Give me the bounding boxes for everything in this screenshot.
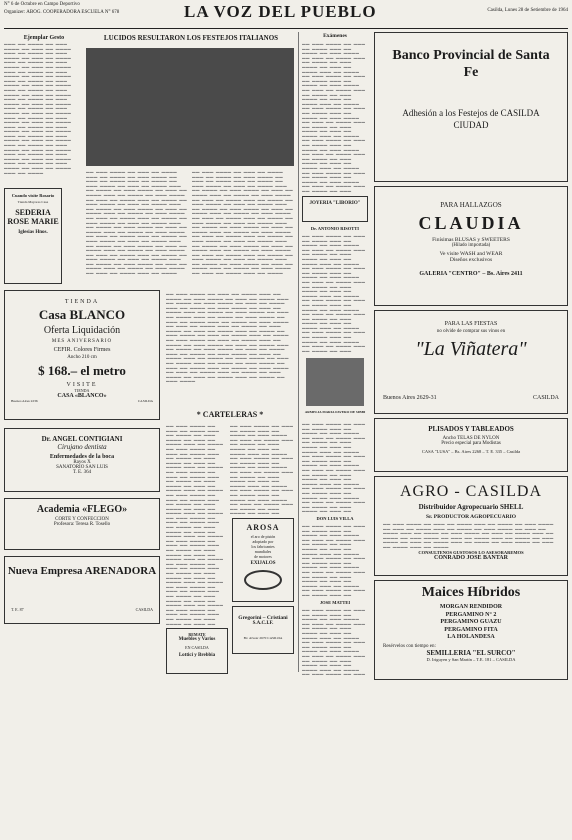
banco-provincial-ad: [374, 32, 568, 182]
remate-l4: Lottici y Brebbia: [178, 653, 216, 658]
ad-width: Ancho 210 cm: [67, 355, 97, 360]
ad-tienda: TIENDA: [74, 388, 90, 393]
arosa-l6: EXIJALOS: [250, 561, 276, 566]
agro-casilda-ad: [374, 476, 568, 576]
maices-item: PERGAMINO N° 2: [445, 611, 497, 618]
arosa-l5: de motores: [254, 554, 272, 559]
arosa-l1: el aro de pistón: [250, 534, 276, 539]
ad-address: [5, 399, 159, 403]
academia-ad: [4, 498, 160, 550]
vinatera-sub: no olvide de comprar sus vinos en: [436, 329, 506, 334]
remate-l2: Muebles y Varios: [178, 637, 216, 642]
maices-semilleria: SEMILLERIA "EL SURCO": [426, 648, 516, 657]
dentist-tel: T. E. 364: [72, 470, 92, 475]
ad-visite: VISITE: [66, 382, 98, 388]
ad-items: CEFIR. Colores Firmes: [53, 347, 111, 353]
obituary-2-title: DON LUIS VILLA: [316, 516, 354, 521]
maices-item: LA HOLANDESA: [447, 634, 495, 640]
gregorini-addr: Bv. Alvear 2670: [243, 636, 267, 640]
arenadora-tel: T. E. 87: [11, 607, 24, 612]
article-title: Ejemplar Gesto: [23, 35, 65, 41]
maices-reserve: Resérvelos con tiempo en:: [383, 643, 436, 649]
article-body: ▬▬▬ ▬▬ ▬▬▬▬ ▬▬ ▬▬▬ ▬▬▬▬ ▬▬ ▬▬▬ ▬▬ ▬▬▬▬ ▬▬▬ ▬▬ ▬▬▬▬ ▬▬ ▬▬▬ ▬▬▬▬ ▬▬ ▬▬▬ ▬▬ ▬▬▬▬ ▬▬▬ ▬▬ ▬▬▬▬ ▬▬ ▬▬▬ ▬▬▬▬ ▬▬ ▬▬▬ ▬▬ ▬▬▬▬ ▬▬▬ ▬▬ ▬▬▬▬ ▬▬ ▬▬▬ ▬▬▬▬ ▬▬ ▬▬▬ ▬▬ ▬▬▬▬ ▬▬▬ ▬▬ ▬▬▬▬ ▬▬ ▬▬▬ ▬▬▬▬ ▬▬ ▬▬▬ ▬▬ ▬▬▬▬ ▬▬▬ ▬▬ ▬▬▬▬ ▬▬ ▬▬▬ ▬▬▬▬ ▬▬ ▬▬▬ ▬▬ ▬▬▬▬ ▬▬▬ ▬▬ ▬▬▬▬ ▬▬ ▬▬▬ ▬▬▬▬ ▬▬ ▬▬▬ ▬▬ ▬▬▬▬ ▬▬▬ ▬▬ ▬▬▬▬ ▬▬ ▬▬▬ ▬▬▬▬ ▬▬ ▬▬▬ ▬▬ ▬▬▬▬ ▬▬▬ ▬▬ ▬▬▬▬ ▬▬ ▬▬▬ ▬▬▬▬ ▬▬ ▬▬▬ ▬▬ ▬▬▬▬ ▬▬▬ ▬▬ ▬▬▬▬ ▬▬ ▬▬▬ ▬▬▬▬ ▬▬ ▬▬▬ ▬▬ ▬▬▬▬ ▬▬▬ ▬▬ ▬▬▬▬ ▬▬ ▬▬▬ ▬▬▬▬ ▬▬ ▬▬▬ ▬▬ ▬▬▬▬ ▬▬▬ ▬▬ ▬▬▬▬ ▬▬ ▬▬▬ ▬▬▬▬ ▬▬ ▬▬▬ ▬▬ ▬▬▬▬ ▬▬▬ ▬▬ ▬▬▬▬ ▬▬ ▬▬▬ ▬▬▬▬ ▬▬ ▬▬▬ ▬▬ ▬▬▬▬ ▬▬▬ ▬▬ ▬▬▬▬ ▬▬ ▬▬▬ ▬▬▬▬ ▬▬ ▬▬▬ ▬▬ ▬▬▬▬ ▬▬▬ ▬▬ ▬▬▬▬: [4, 42, 72, 175]
ad-brand: Casa BLANCO: [38, 307, 126, 322]
gregorini-address: [233, 636, 293, 640]
arosa-l2: adoptado por: [252, 539, 274, 544]
piston-ring-icon: [244, 570, 282, 590]
maices-list: [375, 604, 567, 642]
academia-name: Academia «FLEGO»: [36, 504, 128, 515]
ad-brand: SEDERIA ROSE MARIE: [7, 208, 59, 226]
joyeria-name: JOYERIA "LIBORIO": [309, 201, 361, 206]
header-date-right: Casilda, Lunes 28 de Setiembre de 1964: [487, 8, 568, 13]
portrait-caption: ARMELIA MARIA FAVERO DE SIBBI: [304, 410, 366, 414]
arosa-l3: los fabricantes: [251, 544, 275, 549]
header-rule: [4, 28, 568, 29]
plisados-name: PLISADOS Y TABLEADOS: [428, 425, 514, 433]
examenes-title: Exámenes: [323, 33, 347, 39]
ad-subline: Tienda Mayores Casa: [17, 200, 49, 204]
dentist-ad: [4, 428, 160, 492]
agro-consult: CONSULTENOS GUSTOSOS LO ASESORAREMOS: [418, 550, 524, 555]
maices-ad: [374, 580, 568, 680]
main-article-left: ▬▬ ▬▬▬ ▬▬▬▬ ▬▬ ▬▬▬ ▬▬ ▬▬▬▬ ▬▬▬ ▬▬ ▬▬▬▬ ▬▬ ▬▬▬ ▬▬▬▬ ▬▬ ▬▬▬ ▬▬ ▬▬▬▬ ▬▬▬ ▬▬ ▬▬▬▬ ▬▬ ▬▬▬ ▬▬▬▬ ▬▬ ▬▬▬ ▬▬ ▬▬▬▬ ▬▬▬ ▬▬ ▬▬▬▬ ▬▬ ▬▬▬ ▬▬▬▬ ▬▬ ▬▬▬ ▬▬ ▬▬▬▬ ▬▬▬ ▬▬ ▬▬▬▬ ▬▬ ▬▬▬ ▬▬▬▬ ▬▬ ▬▬▬ ▬▬ ▬▬▬▬ ▬▬▬ ▬▬ ▬▬▬▬ ▬▬ ▬▬▬ ▬▬▬▬ ▬▬ ▬▬▬ ▬▬ ▬▬▬▬ ▬▬▬ ▬▬ ▬▬▬▬ ▬▬ ▬▬▬ ▬▬▬▬ ▬▬ ▬▬▬ ▬▬ ▬▬▬▬ ▬▬▬ ▬▬ ▬▬▬▬ ▬▬ ▬▬▬ ▬▬▬▬ ▬▬ ▬▬▬ ▬▬ ▬▬▬▬ ▬▬▬ ▬▬ ▬▬▬▬ ▬▬ ▬▬▬ ▬▬▬▬ ▬▬ ▬▬▬ ▬▬ ▬▬▬▬ ▬▬▬ ▬▬ ▬▬▬▬ ▬▬ ▬▬▬ ▬▬▬▬ ▬▬ ▬▬▬ ▬▬ ▬▬▬▬ ▬▬▬ ▬▬ ▬▬▬▬ ▬▬ ▬▬▬ ▬▬▬▬ ▬▬ ▬▬▬ ▬▬ ▬▬▬▬ ▬▬▬ ▬▬ ▬▬▬▬ ▬▬ ▬▬▬ ▬▬▬▬ ▬▬ ▬▬▬ ▬▬ ▬▬▬▬ ▬▬▬ ▬▬ ▬▬▬▬ ▬▬ ▬▬▬ ▬▬▬▬ ▬▬ ▬▬▬ ▬▬ ▬▬▬▬ ▬▬▬ ▬▬ ▬▬▬▬ ▬▬ ▬▬▬ ▬▬▬▬ ▬▬ ▬▬▬ ▬▬ ▬▬▬▬ ▬▬▬ ▬▬ ▬▬▬▬ ▬▬ ▬▬▬ ▬▬▬▬ ▬▬ ▬▬▬ ▬▬ ▬▬▬▬ ▬▬▬ ▬▬ ▬▬▬▬ ▬▬ ▬▬▬ ▬▬▬▬ ▬▬ ▬▬▬ ▬▬ ▬▬▬▬ ▬▬▬ ▬▬ ▬▬▬▬ ▬▬ ▬▬▬ ▬▬▬▬ ▬▬ ▬▬▬ ▬▬ ▬▬▬▬ ▬▬▬ ▬▬ ▬▬▬▬: [86, 170, 188, 276]
claudia-ad: [374, 186, 568, 306]
plisados-ad: [374, 418, 568, 472]
plisados-l1: Ancho TELAS DE NYLON: [442, 436, 500, 441]
carteleras-heading: * CARTELERAS *: [196, 410, 264, 419]
dentist-name: Dr. ANGEL CONTIGIANI: [41, 435, 123, 443]
tienda-blanco-ad: [4, 290, 160, 420]
maices-name: Maices Híbridos: [421, 585, 521, 600]
maices-item: PERGAMINO GUAZU: [440, 619, 502, 625]
ad-casa: CASA «BLANCO»: [57, 393, 107, 399]
obituary-2: ▬▬ ▬▬▬ ▬▬▬▬ ▬▬ ▬▬▬ ▬▬ ▬▬▬▬ ▬▬▬ ▬▬ ▬▬▬▬ ▬▬ ▬▬▬ ▬▬▬▬ ▬▬ ▬▬▬ ▬▬ ▬▬▬▬ ▬▬▬ ▬▬ ▬▬▬▬ ▬▬ ▬▬▬ ▬▬▬▬ ▬▬ ▬▬▬ ▬▬ ▬▬▬▬ ▬▬▬ ▬▬ ▬▬▬▬ ▬▬ ▬▬▬ ▬▬▬▬ ▬▬ ▬▬▬ ▬▬ ▬▬▬▬ ▬▬▬ ▬▬ ▬▬▬▬ ▬▬ ▬▬▬ ▬▬▬▬ ▬▬ ▬▬▬ ▬▬ ▬▬▬▬ ▬▬▬ ▬▬ ▬▬▬▬ ▬▬ ▬▬▬ ▬▬▬▬ ▬▬ ▬▬▬ ▬▬ ▬▬▬▬ ▬▬▬ ▬▬ ▬▬▬▬ ▬▬ ▬▬▬ ▬▬▬▬ ▬▬ ▬▬▬ ▬▬ ▬▬▬▬ ▬▬▬ ▬▬: [302, 524, 366, 596]
portrait-photo: [306, 358, 364, 406]
claudia-l3: Ve visite WASH and WEAR: [439, 251, 503, 257]
dentist-spec: Cirujano dentista: [57, 443, 107, 451]
agro-contact: CONRADO JOSE BANTAR: [434, 555, 508, 561]
ad-top: TIENDA: [64, 299, 100, 305]
arenadora-city: CASILDA: [135, 607, 153, 612]
plisados-l3: CASA "LUSA" – Bs. Aires 2268 – T. E. 335 – Casilda: [421, 449, 521, 454]
main-headline: LUCIDOS RESULTARON LOS FESTEJOS ITALIANOS: [103, 34, 279, 42]
maices-item: PERGAMINO FITA: [444, 626, 498, 633]
academia-sub: CORTE Y CONFECCION: [55, 517, 109, 522]
doctor-body: ▬▬ ▬▬▬ ▬▬▬▬ ▬▬ ▬▬▬ ▬▬ ▬▬▬▬ ▬▬▬ ▬▬ ▬▬▬▬ ▬▬ ▬▬▬ ▬▬▬▬ ▬▬ ▬▬▬ ▬▬ ▬▬▬▬ ▬▬▬ ▬▬ ▬▬▬▬ ▬▬ ▬▬▬ ▬▬▬▬ ▬▬ ▬▬▬ ▬▬ ▬▬▬▬ ▬▬▬ ▬▬ ▬▬▬▬ ▬▬ ▬▬▬ ▬▬▬▬ ▬▬ ▬▬▬ ▬▬ ▬▬▬▬ ▬▬▬ ▬▬ ▬▬▬▬ ▬▬ ▬▬▬ ▬▬▬▬ ▬▬ ▬▬▬ ▬▬ ▬▬▬▬ ▬▬▬ ▬▬ ▬▬▬▬ ▬▬ ▬▬▬ ▬▬▬▬ ▬▬ ▬▬▬ ▬▬ ▬▬▬▬ ▬▬▬ ▬▬ ▬▬▬▬ ▬▬ ▬▬▬ ▬▬▬▬ ▬▬ ▬▬▬ ▬▬ ▬▬▬▬ ▬▬▬ ▬▬ ▬▬▬▬ ▬▬ ▬▬▬ ▬▬▬▬ ▬▬ ▬▬▬ ▬▬ ▬▬▬▬ ▬▬▬ ▬▬ ▬▬▬▬ ▬▬ ▬▬▬ ▬▬▬▬ ▬▬ ▬▬▬ ▬▬ ▬▬▬▬ ▬▬▬ ▬▬ ▬▬▬▬ ▬▬ ▬▬▬ ▬▬▬▬ ▬▬ ▬▬▬ ▬▬ ▬▬▬▬ ▬▬▬ ▬▬ ▬▬▬▬ ▬▬ ▬▬▬ ▬▬▬▬ ▬▬ ▬▬▬ ▬▬ ▬▬▬▬ ▬▬▬ ▬▬ ▬▬▬▬ ▬▬ ▬▬▬: [302, 234, 366, 353]
ad-offer: Oferta Liquidación: [43, 325, 121, 336]
obituary-3: ▬▬ ▬▬▬ ▬▬▬▬ ▬▬ ▬▬▬ ▬▬ ▬▬▬▬ ▬▬▬ ▬▬ ▬▬▬▬ ▬▬ ▬▬▬ ▬▬▬▬ ▬▬ ▬▬▬ ▬▬ ▬▬▬▬ ▬▬▬ ▬▬ ▬▬▬▬ ▬▬ ▬▬▬ ▬▬▬▬ ▬▬ ▬▬▬ ▬▬ ▬▬▬▬ ▬▬▬ ▬▬ ▬▬▬▬ ▬▬ ▬▬▬ ▬▬▬▬ ▬▬ ▬▬▬ ▬▬ ▬▬▬▬ ▬▬▬ ▬▬ ▬▬▬▬ ▬▬ ▬▬▬ ▬▬▬▬ ▬▬ ▬▬▬ ▬▬ ▬▬▬▬ ▬▬▬ ▬▬ ▬▬▬▬ ▬▬ ▬▬▬ ▬▬▬▬ ▬▬ ▬▬▬ ▬▬ ▬▬▬▬ ▬▬▬ ▬▬ ▬▬▬▬ ▬▬ ▬▬▬ ▬▬▬▬ ▬▬ ▬▬▬: [302, 608, 366, 677]
header-date-left: N° 6 de Octubre en Campo Deportivo: [4, 2, 80, 7]
dentist-rayos: Rayos X: [73, 460, 91, 465]
claudia-l2: (Hilado importada): [451, 243, 491, 248]
gregorini-city: CASILDA: [267, 636, 283, 640]
arosa-ad: [232, 518, 294, 602]
examenes-body: ▬▬ ▬▬▬ ▬▬▬▬ ▬▬ ▬▬▬ ▬▬ ▬▬▬▬ ▬▬▬ ▬▬ ▬▬▬▬ ▬▬ ▬▬▬ ▬▬▬▬ ▬▬ ▬▬▬ ▬▬ ▬▬▬▬ ▬▬▬ ▬▬ ▬▬▬▬ ▬▬ ▬▬▬ ▬▬▬▬ ▬▬ ▬▬▬ ▬▬ ▬▬▬▬ ▬▬▬ ▬▬ ▬▬▬▬ ▬▬ ▬▬▬ ▬▬▬▬ ▬▬ ▬▬▬ ▬▬ ▬▬▬▬ ▬▬▬ ▬▬ ▬▬▬▬ ▬▬ ▬▬▬ ▬▬▬▬ ▬▬ ▬▬▬ ▬▬ ▬▬▬▬ ▬▬▬ ▬▬ ▬▬▬▬ ▬▬ ▬▬▬ ▬▬▬▬ ▬▬ ▬▬▬ ▬▬ ▬▬▬▬ ▬▬▬ ▬▬ ▬▬▬▬ ▬▬ ▬▬▬ ▬▬▬▬ ▬▬ ▬▬▬ ▬▬ ▬▬▬▬ ▬▬▬ ▬▬ ▬▬▬▬ ▬▬ ▬▬▬ ▬▬▬▬ ▬▬ ▬▬▬ ▬▬ ▬▬▬▬ ▬▬▬ ▬▬ ▬▬▬▬ ▬▬ ▬▬▬ ▬▬▬▬ ▬▬ ▬▬▬ ▬▬ ▬▬▬▬ ▬▬▬ ▬▬ ▬▬▬▬ ▬▬ ▬▬▬ ▬▬▬▬ ▬▬ ▬▬▬ ▬▬ ▬▬▬▬ ▬▬▬ ▬▬ ▬▬▬▬ ▬▬ ▬▬▬ ▬▬▬▬ ▬▬ ▬▬▬ ▬▬ ▬▬▬▬ ▬▬▬ ▬▬ ▬▬▬▬ ▬▬ ▬▬▬ ▬▬▬▬ ▬▬ ▬▬▬ ▬▬ ▬▬▬▬ ▬▬▬ ▬▬ ▬▬▬▬ ▬▬ ▬▬▬ ▬▬▬▬ ▬▬ ▬▬▬ ▬▬ ▬▬▬▬ ▬▬▬ ▬▬ ▬▬▬▬ ▬▬ ▬▬▬ ▬▬▬▬ ▬▬ ▬▬▬ ▬▬ ▬▬▬▬ ▬▬▬ ▬▬ ▬▬▬▬ ▬▬ ▬▬▬: [302, 42, 366, 192]
arenadora-ad: [4, 556, 160, 624]
claudia-l4: Diseños exclusivos: [449, 257, 493, 263]
festival-photo: [86, 48, 294, 166]
carteleras-right: ▬▬ ▬▬▬ ▬▬▬▬ ▬▬ ▬▬▬ ▬▬ ▬▬▬▬ ▬▬▬ ▬▬ ▬▬▬▬ ▬▬ ▬▬▬ ▬▬▬▬ ▬▬ ▬▬▬ ▬▬ ▬▬▬▬ ▬▬▬ ▬▬ ▬▬▬▬ ▬▬ ▬▬▬ ▬▬▬▬ ▬▬ ▬▬▬ ▬▬ ▬▬▬▬ ▬▬▬ ▬▬ ▬▬▬▬ ▬▬ ▬▬▬ ▬▬▬▬ ▬▬ ▬▬▬ ▬▬ ▬▬▬▬ ▬▬▬ ▬▬ ▬▬▬▬ ▬▬ ▬▬▬ ▬▬▬▬ ▬▬ ▬▬▬ ▬▬ ▬▬▬▬ ▬▬▬ ▬▬ ▬▬▬▬ ▬▬ ▬▬▬ ▬▬▬▬ ▬▬ ▬▬▬ ▬▬ ▬▬▬▬ ▬▬▬ ▬▬ ▬▬▬▬ ▬▬ ▬▬▬ ▬▬▬▬ ▬▬ ▬▬▬ ▬▬ ▬▬▬▬ ▬▬▬ ▬▬ ▬▬▬▬ ▬▬ ▬▬▬ ▬▬▬▬ ▬▬ ▬▬▬ ▬▬ ▬▬▬▬ ▬▬▬ ▬▬ ▬▬▬▬ ▬▬ ▬▬▬ ▬▬▬▬ ▬▬ ▬▬▬ ▬▬: [230, 424, 294, 514]
header-organ: Organizer: ABOG. COOPERADORA ESCUELA N° 678: [4, 10, 120, 15]
gregorini-ad: [232, 606, 294, 654]
remate-l1: REMATE: [188, 632, 206, 637]
arenadora-name: Nueva Empresa ARENADORA: [7, 565, 157, 577]
masthead-title: LA VOZ DEL PUEBLO: [184, 2, 377, 21]
ad-headline: Cuando visite Rosario: [11, 193, 55, 198]
vinatera-name: "La Viñatera": [415, 338, 527, 360]
agro-distributor: Distribuidor Agropecuario SHELL: [418, 503, 524, 511]
banco-message: Adhesión a los Festejos de CASILDA CIUDAD: [402, 108, 540, 130]
agro-name: AGRO - CASILDA: [400, 483, 542, 500]
dentist-sub: Enfermedades de la boca: [49, 454, 115, 460]
obituary-1: ▬▬ ▬▬▬ ▬▬▬▬ ▬▬ ▬▬▬ ▬▬ ▬▬▬▬ ▬▬▬ ▬▬ ▬▬▬▬ ▬▬ ▬▬▬ ▬▬▬▬ ▬▬ ▬▬▬ ▬▬ ▬▬▬▬ ▬▬▬ ▬▬ ▬▬▬▬ ▬▬ ▬▬▬ ▬▬▬▬ ▬▬ ▬▬▬ ▬▬ ▬▬▬▬ ▬▬▬ ▬▬ ▬▬▬▬ ▬▬ ▬▬▬ ▬▬▬▬ ▬▬ ▬▬▬ ▬▬ ▬▬▬▬ ▬▬▬ ▬▬ ▬▬▬▬ ▬▬ ▬▬▬ ▬▬▬▬ ▬▬ ▬▬▬ ▬▬ ▬▬▬▬ ▬▬▬ ▬▬ ▬▬▬▬ ▬▬ ▬▬▬ ▬▬▬▬ ▬▬ ▬▬▬ ▬▬ ▬▬▬▬ ▬▬▬ ▬▬ ▬▬▬▬ ▬▬ ▬▬▬ ▬▬▬▬ ▬▬ ▬▬▬ ▬▬ ▬▬▬▬ ▬▬▬ ▬▬ ▬▬▬▬ ▬▬ ▬▬▬ ▬▬▬▬ ▬▬ ▬▬▬ ▬▬ ▬▬▬▬ ▬▬▬ ▬▬ ▬▬▬▬ ▬▬ ▬▬▬ ▬▬▬▬ ▬▬ ▬▬▬ ▬▬: [302, 422, 366, 512]
carteleras-left: ▬▬ ▬▬▬ ▬▬▬▬ ▬▬ ▬▬▬ ▬▬ ▬▬▬▬ ▬▬▬ ▬▬ ▬▬▬▬ ▬▬ ▬▬▬ ▬▬▬▬ ▬▬ ▬▬▬ ▬▬ ▬▬▬▬ ▬▬▬ ▬▬ ▬▬▬▬ ▬▬ ▬▬▬ ▬▬▬▬ ▬▬ ▬▬▬ ▬▬ ▬▬▬▬ ▬▬▬ ▬▬ ▬▬▬▬ ▬▬ ▬▬▬ ▬▬▬▬ ▬▬ ▬▬▬ ▬▬ ▬▬▬▬ ▬▬▬ ▬▬ ▬▬▬▬ ▬▬ ▬▬▬ ▬▬▬▬ ▬▬ ▬▬▬ ▬▬ ▬▬▬▬ ▬▬▬ ▬▬ ▬▬▬▬ ▬▬ ▬▬▬ ▬▬▬▬ ▬▬ ▬▬▬ ▬▬ ▬▬▬▬ ▬▬▬ ▬▬ ▬▬▬▬ ▬▬ ▬▬▬ ▬▬▬▬ ▬▬ ▬▬▬ ▬▬ ▬▬▬▬ ▬▬▬ ▬▬ ▬▬▬▬ ▬▬ ▬▬▬ ▬▬▬▬ ▬▬ ▬▬▬ ▬▬ ▬▬▬▬ ▬▬▬ ▬▬ ▬▬▬▬ ▬▬ ▬▬▬ ▬▬▬▬ ▬▬ ▬▬▬ ▬▬ ▬▬▬▬ ▬▬▬ ▬▬ ▬▬▬▬ ▬▬ ▬▬▬ ▬▬▬▬ ▬▬ ▬▬▬ ▬▬ ▬▬▬▬ ▬▬▬ ▬▬ ▬▬▬▬ ▬▬ ▬▬▬ ▬▬▬▬ ▬▬ ▬▬▬ ▬▬ ▬▬▬▬ ▬▬▬ ▬▬ ▬▬▬▬ ▬▬ ▬▬▬ ▬▬▬▬ ▬▬ ▬▬▬ ▬▬ ▬▬▬▬ ▬▬▬ ▬▬ ▬▬▬▬ ▬▬ ▬▬▬ ▬▬▬▬ ▬▬ ▬▬▬ ▬▬ ▬▬▬▬ ▬▬▬ ▬▬ ▬▬▬▬ ▬▬ ▬▬▬ ▬▬▬▬ ▬▬ ▬▬▬ ▬▬ ▬▬▬▬ ▬▬▬ ▬▬ ▬▬▬▬ ▬▬ ▬▬▬ ▬▬▬▬ ▬▬ ▬▬▬ ▬▬ ▬▬▬▬ ▬▬▬ ▬▬ ▬▬▬▬ ▬▬ ▬▬▬ ▬▬▬▬ ▬▬ ▬▬▬ ▬▬ ▬▬▬▬ ▬▬▬ ▬▬ ▬▬▬▬ ▬▬ ▬▬▬ ▬▬▬▬ ▬▬ ▬▬▬ ▬▬ ▬▬▬▬ ▬▬▬ ▬▬ ▬▬▬▬ ▬▬ ▬▬▬ ▬▬▬▬ ▬▬ ▬▬▬ ▬▬: [166, 424, 224, 626]
ad-price: $ 168.– el metro: [38, 363, 126, 378]
banco-name: Banco Provincial de Santa Fe: [392, 48, 550, 80]
plisados-l2: Precio especial para Modistas: [441, 441, 501, 446]
vinatera-foot: [375, 395, 567, 401]
maices-address: D. Iriguyen y San Martín – T.E. 181 – CASILDA: [426, 656, 516, 662]
continued-article: ▬▬ ▬▬▬ ▬▬▬▬ ▬▬ ▬▬▬ ▬▬ ▬▬▬▬ ▬▬▬ ▬▬ ▬▬▬▬ ▬▬ ▬▬▬ ▬▬▬▬ ▬▬ ▬▬▬ ▬▬ ▬▬▬▬ ▬▬▬ ▬▬ ▬▬▬▬ ▬▬ ▬▬▬ ▬▬▬▬ ▬▬ ▬▬▬ ▬▬ ▬▬▬▬ ▬▬▬ ▬▬ ▬▬▬▬ ▬▬ ▬▬▬ ▬▬▬▬ ▬▬ ▬▬▬ ▬▬ ▬▬▬▬ ▬▬▬ ▬▬ ▬▬▬▬ ▬▬ ▬▬▬ ▬▬▬▬ ▬▬ ▬▬▬ ▬▬ ▬▬▬▬ ▬▬▬ ▬▬ ▬▬▬▬ ▬▬ ▬▬▬ ▬▬▬▬ ▬▬ ▬▬▬ ▬▬ ▬▬▬▬ ▬▬▬ ▬▬ ▬▬▬▬ ▬▬ ▬▬▬ ▬▬▬▬ ▬▬ ▬▬▬ ▬▬ ▬▬▬▬ ▬▬▬ ▬▬ ▬▬▬▬ ▬▬ ▬▬▬ ▬▬▬▬ ▬▬ ▬▬▬ ▬▬ ▬▬▬▬ ▬▬▬ ▬▬ ▬▬▬▬ ▬▬ ▬▬▬ ▬▬▬▬ ▬▬ ▬▬▬ ▬▬ ▬▬▬▬ ▬▬▬ ▬▬ ▬▬▬▬ ▬▬ ▬▬▬ ▬▬▬▬ ▬▬ ▬▬▬ ▬▬ ▬▬▬▬ ▬▬▬ ▬▬ ▬▬▬▬ ▬▬ ▬▬▬ ▬▬▬▬ ▬▬ ▬▬▬ ▬▬ ▬▬▬▬ ▬▬▬ ▬▬ ▬▬▬▬ ▬▬ ▬▬▬ ▬▬▬▬ ▬▬ ▬▬▬ ▬▬ ▬▬▬▬ ▬▬▬ ▬▬ ▬▬▬▬ ▬▬ ▬▬▬ ▬▬▬▬ ▬▬ ▬▬▬ ▬▬ ▬▬▬▬ ▬▬▬ ▬▬ ▬▬▬▬ ▬▬ ▬▬▬ ▬▬▬▬ ▬▬ ▬▬▬ ▬▬ ▬▬▬▬ ▬▬▬ ▬▬ ▬▬▬▬ ▬▬ ▬▬▬ ▬▬▬▬ ▬▬ ▬▬▬ ▬▬ ▬▬▬▬ ▬▬▬ ▬▬ ▬▬▬▬ ▬▬ ▬▬▬ ▬▬▬▬ ▬▬ ▬▬▬ ▬▬ ▬▬▬▬ ▬▬▬ ▬▬ ▬▬▬▬ ▬▬ ▬▬▬ ▬▬▬▬ ▬▬ ▬▬▬ ▬▬ ▬▬▬▬ ▬▬▬ ▬▬ ▬▬▬▬ ▬▬ ▬▬▬ ▬▬▬▬: [166, 292, 289, 384]
arenadora-foot: [5, 607, 159, 612]
vinatera-city: CASILDA: [532, 395, 559, 401]
claudia-gallery: GALERIA "CENTRO" – Bs. Aires 2411: [419, 271, 523, 277]
ad-anniversary: MES ANIVERSARIO: [51, 339, 113, 344]
joyeria-ad: [302, 196, 368, 222]
claudia-name: CLAUDIA: [418, 213, 524, 233]
claudia-l1: Finísimas BLUSAS y SWEETERS: [432, 237, 510, 243]
academia-prof: Profesora: Teresa R. Tosello: [53, 522, 111, 527]
obituary-3-title: JOSE MATTEI: [319, 600, 351, 605]
ad-footer: Iglesias Hnos.: [18, 230, 48, 235]
column-divider: [298, 32, 299, 672]
agro-productor: Sr. PRODUCTOR AGROPECUARIO: [426, 514, 516, 520]
arosa-name: AROSA: [246, 523, 280, 532]
agro-body: ▬▬ ▬▬▬ ▬▬▬▬ ▬▬ ▬▬▬ ▬▬ ▬▬▬▬ ▬▬▬ ▬▬ ▬▬▬▬ ▬▬ ▬▬▬ ▬▬▬▬ ▬▬ ▬▬▬ ▬▬ ▬▬▬▬ ▬▬▬ ▬▬ ▬▬▬▬ ▬▬ ▬▬▬ ▬▬▬▬ ▬▬ ▬▬▬ ▬▬ ▬▬▬▬ ▬▬▬ ▬▬ ▬▬▬▬ ▬▬ ▬▬▬ ▬▬▬▬ ▬▬ ▬▬▬ ▬▬ ▬▬▬▬ ▬▬▬ ▬▬ ▬▬▬▬ ▬▬ ▬▬▬ ▬▬▬▬ ▬▬ ▬▬▬ ▬▬ ▬▬▬▬ ▬▬▬ ▬▬ ▬▬▬▬ ▬▬ ▬▬▬ ▬▬▬▬ ▬▬ ▬▬▬ ▬▬ ▬▬▬▬ ▬▬▬ ▬▬ ▬▬▬▬ ▬▬ ▬▬▬ ▬▬▬▬ ▬▬ ▬▬▬ ▬▬ ▬▬▬▬ ▬▬▬ ▬▬ ▬▬▬▬: [383, 522, 554, 549]
sederia-ad: [4, 188, 62, 284]
gregorini-sub: S.A.C.I.F.: [252, 621, 274, 626]
ad-address-text: Buenos Aires 2236: [11, 399, 38, 403]
gregorini-name: Gregorini – Cristiani: [238, 615, 288, 621]
column-1-article: [4, 34, 84, 184]
remate-l3: EN CASILDA: [185, 645, 209, 650]
vinatera-address: Buenos Aires 2629-31: [383, 395, 437, 401]
vinatera-top: PARA LAS FIESTAS: [444, 321, 498, 327]
ad-city: CASILDA: [137, 399, 153, 403]
remate-ad: [166, 628, 228, 674]
main-article-right: ▬▬ ▬▬▬ ▬▬▬▬ ▬▬ ▬▬▬ ▬▬ ▬▬▬▬ ▬▬▬ ▬▬ ▬▬▬▬ ▬▬ ▬▬▬ ▬▬▬▬ ▬▬ ▬▬▬ ▬▬ ▬▬▬▬ ▬▬▬ ▬▬ ▬▬▬▬ ▬▬ ▬▬▬ ▬▬▬▬ ▬▬ ▬▬▬ ▬▬ ▬▬▬▬ ▬▬▬ ▬▬ ▬▬▬▬ ▬▬ ▬▬▬ ▬▬▬▬ ▬▬ ▬▬▬ ▬▬ ▬▬▬▬ ▬▬▬ ▬▬ ▬▬▬▬ ▬▬ ▬▬▬ ▬▬▬▬ ▬▬ ▬▬▬ ▬▬ ▬▬▬▬ ▬▬▬ ▬▬ ▬▬▬▬ ▬▬ ▬▬▬ ▬▬▬▬ ▬▬ ▬▬▬ ▬▬ ▬▬▬▬ ▬▬▬ ▬▬ ▬▬▬▬ ▬▬ ▬▬▬ ▬▬▬▬ ▬▬ ▬▬▬ ▬▬ ▬▬▬▬ ▬▬▬ ▬▬ ▬▬▬▬ ▬▬ ▬▬▬ ▬▬▬▬ ▬▬ ▬▬▬ ▬▬ ▬▬▬▬ ▬▬▬ ▬▬ ▬▬▬▬ ▬▬ ▬▬▬ ▬▬▬▬ ▬▬ ▬▬▬ ▬▬ ▬▬▬▬ ▬▬▬ ▬▬ ▬▬▬▬ ▬▬ ▬▬▬ ▬▬▬▬ ▬▬ ▬▬▬ ▬▬ ▬▬▬▬ ▬▬▬ ▬▬ ▬▬▬▬ ▬▬ ▬▬▬ ▬▬▬▬ ▬▬ ▬▬▬ ▬▬ ▬▬▬▬ ▬▬▬ ▬▬ ▬▬▬▬ ▬▬ ▬▬▬ ▬▬▬▬ ▬▬ ▬▬▬ ▬▬ ▬▬▬▬ ▬▬▬ ▬▬ ▬▬▬▬ ▬▬ ▬▬▬ ▬▬▬▬ ▬▬ ▬▬▬ ▬▬ ▬▬▬▬ ▬▬▬ ▬▬ ▬▬▬▬ ▬▬ ▬▬▬ ▬▬▬▬ ▬▬ ▬▬▬ ▬▬ ▬▬▬▬ ▬▬▬ ▬▬ ▬▬▬▬ ▬▬ ▬▬▬ ▬▬▬▬ ▬▬ ▬▬▬ ▬▬ ▬▬▬▬ ▬▬▬ ▬▬ ▬▬▬▬ ▬▬ ▬▬▬ ▬▬▬▬ ▬▬ ▬▬▬ ▬▬ ▬▬▬▬ ▬▬▬ ▬▬ ▬▬▬▬ ▬▬ ▬▬▬ ▬▬▬▬ ▬▬ ▬▬▬ ▬▬ ▬▬▬▬ ▬▬▬ ▬▬ ▬▬▬▬: [192, 170, 294, 276]
vinatera-ad: [374, 310, 568, 414]
dentist-sanatorio: SANATORIO SAN LUIS: [56, 465, 108, 470]
claudia-top: PARA HALLAZGOS: [440, 201, 502, 209]
arosa-l4: mundiales: [254, 549, 272, 554]
doctor-title: Dr. ANTONIO RISOTTI: [310, 226, 360, 231]
maices-item: MORGAN RENDIDOR: [439, 604, 503, 610]
